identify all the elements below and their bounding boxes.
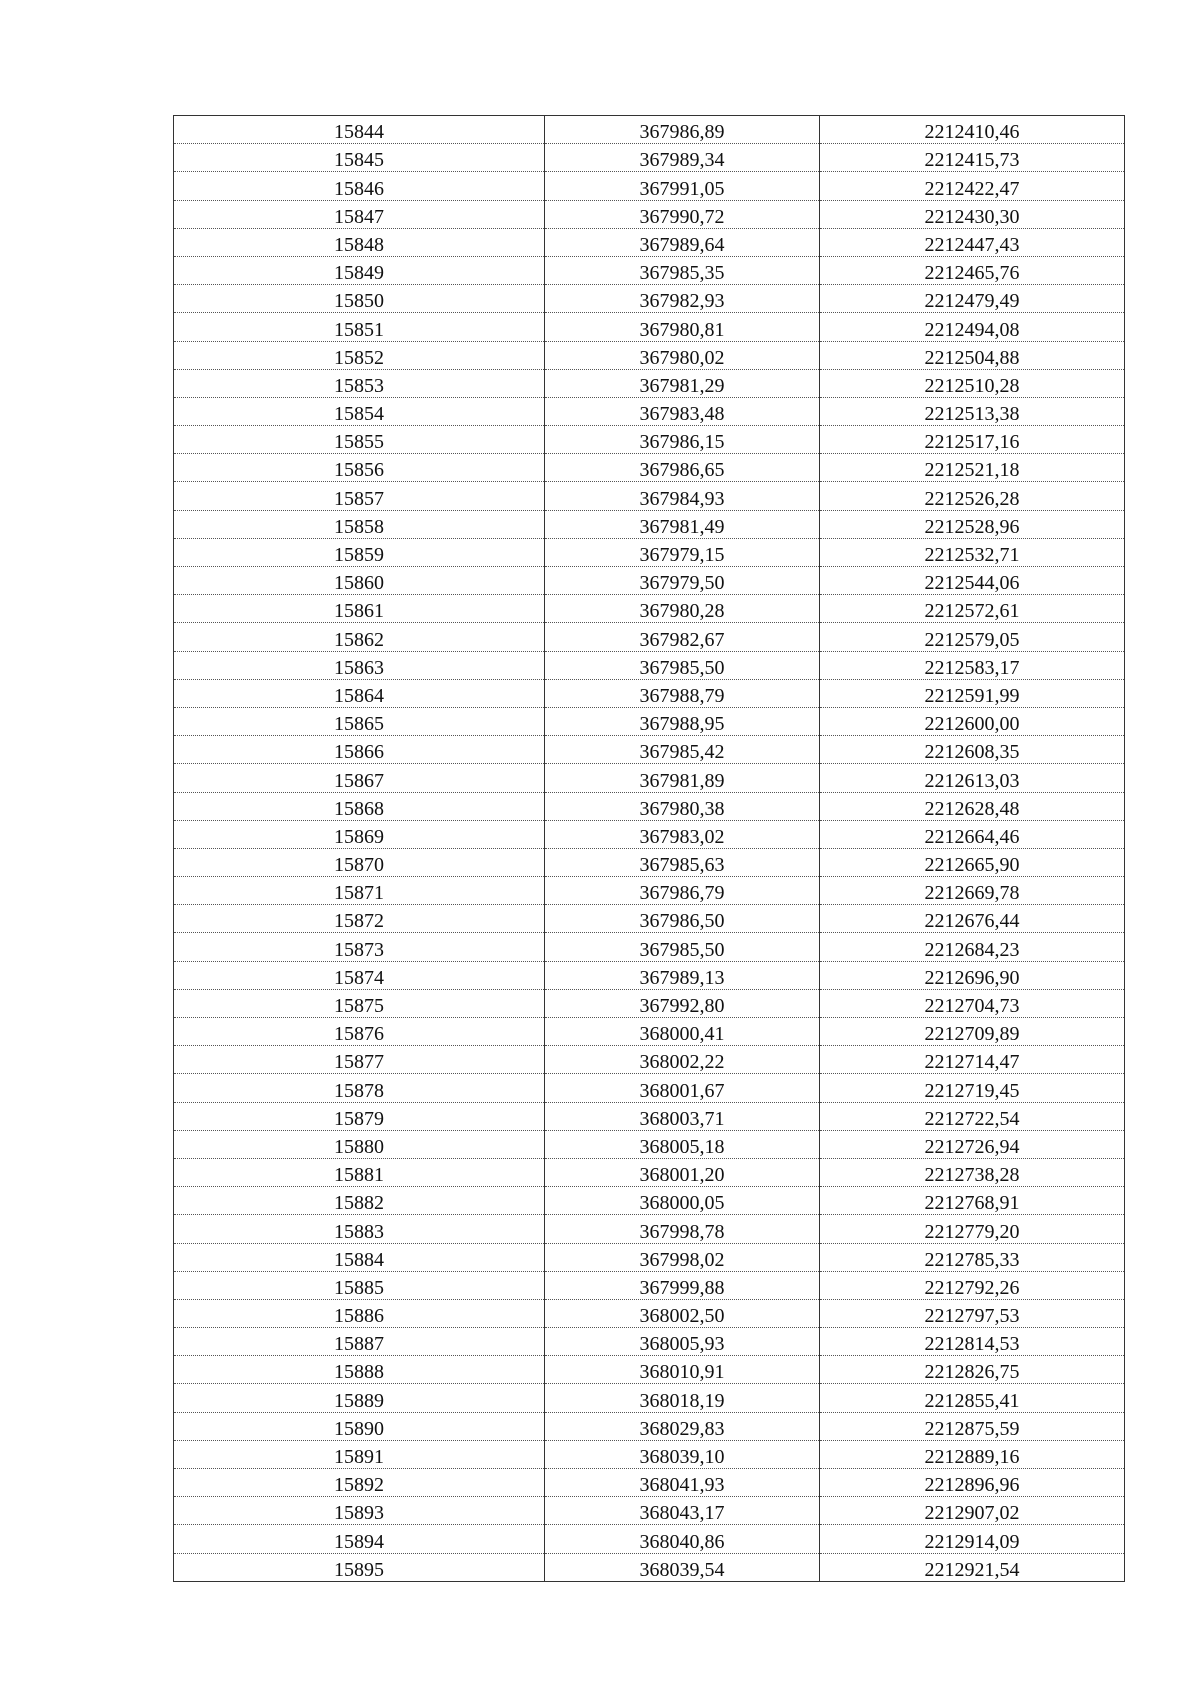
y-coordinate-cell: 2212415,73: [820, 144, 1125, 172]
x-coordinate-cell: 367985,50: [545, 933, 820, 961]
point-number-cell: 15872: [174, 905, 545, 933]
table-row: [174, 116, 1125, 144]
table-row: [174, 172, 1125, 200]
point-number-cell: 15876: [174, 1018, 545, 1046]
x-coordinate-cell: 367998,78: [545, 1215, 820, 1243]
y-coordinate-cell: 2212528,96: [820, 510, 1125, 538]
y-coordinate-cell: 2212704,73: [820, 989, 1125, 1017]
x-coordinate-cell: 367988,95: [545, 707, 820, 735]
point-number-cell: 15884: [174, 1243, 545, 1271]
point-number-cell: 15856: [174, 454, 545, 482]
table-row: [174, 228, 1125, 256]
table-row: [174, 482, 1125, 510]
x-coordinate-cell: 367980,02: [545, 341, 820, 369]
y-coordinate-cell: 2212696,90: [820, 961, 1125, 989]
table-row: [174, 1243, 1125, 1271]
y-coordinate-cell: 2212785,33: [820, 1243, 1125, 1271]
x-coordinate-cell: 367981,29: [545, 369, 820, 397]
table-row: [174, 1187, 1125, 1215]
x-coordinate-cell: 368041,93: [545, 1469, 820, 1497]
point-number-cell: 15861: [174, 595, 545, 623]
x-coordinate-cell: 368029,83: [545, 1412, 820, 1440]
table-row: [174, 623, 1125, 651]
point-number-cell: 15857: [174, 482, 545, 510]
point-number-cell: 15871: [174, 877, 545, 905]
y-coordinate-cell: 2212921,54: [820, 1553, 1125, 1581]
table-row: [174, 989, 1125, 1017]
x-coordinate-cell: 367990,72: [545, 200, 820, 228]
x-coordinate-cell: 368001,67: [545, 1074, 820, 1102]
x-coordinate-cell: 368002,22: [545, 1046, 820, 1074]
table-row: [174, 1102, 1125, 1130]
point-number-cell: 15879: [174, 1102, 545, 1130]
table-row: [174, 961, 1125, 989]
table-row: [174, 369, 1125, 397]
x-coordinate-cell: 367986,89: [545, 116, 820, 144]
point-number-cell: 15880: [174, 1130, 545, 1158]
x-coordinate-cell: 368040,86: [545, 1525, 820, 1553]
point-number-cell: 15894: [174, 1525, 545, 1553]
point-number-cell: 15885: [174, 1271, 545, 1299]
x-coordinate-cell: 367979,50: [545, 567, 820, 595]
x-coordinate-cell: 368002,50: [545, 1299, 820, 1327]
point-number-cell: 15866: [174, 736, 545, 764]
table-row: [174, 679, 1125, 707]
table-row: [174, 1384, 1125, 1412]
x-coordinate-cell: 368018,19: [545, 1384, 820, 1412]
point-number-cell: 15875: [174, 989, 545, 1017]
point-number-cell: 15850: [174, 285, 545, 313]
point-number-cell: 15883: [174, 1215, 545, 1243]
y-coordinate-cell: 2212768,91: [820, 1187, 1125, 1215]
x-coordinate-cell: 368005,18: [545, 1130, 820, 1158]
x-coordinate-cell: 368005,93: [545, 1328, 820, 1356]
table-row: [174, 651, 1125, 679]
point-number-cell: 15851: [174, 313, 545, 341]
point-number-cell: 15877: [174, 1046, 545, 1074]
point-number-cell: 15845: [174, 144, 545, 172]
point-number-cell: 15859: [174, 538, 545, 566]
point-number-cell: 15862: [174, 623, 545, 651]
point-number-cell: 15860: [174, 567, 545, 595]
point-number-cell: 15846: [174, 172, 545, 200]
y-coordinate-cell: 2212779,20: [820, 1215, 1125, 1243]
table-row: [174, 200, 1125, 228]
y-coordinate-cell: 2212907,02: [820, 1497, 1125, 1525]
table-row: [174, 538, 1125, 566]
y-coordinate-cell: 2212465,76: [820, 256, 1125, 284]
point-number-cell: 15869: [174, 820, 545, 848]
table-row: [174, 905, 1125, 933]
table-row: [174, 1497, 1125, 1525]
point-number-cell: 15868: [174, 792, 545, 820]
y-coordinate-cell: 2212914,09: [820, 1525, 1125, 1553]
table-row: [174, 285, 1125, 313]
x-coordinate-cell: 367980,38: [545, 792, 820, 820]
point-number-cell: 15855: [174, 426, 545, 454]
point-number-cell: 15849: [174, 256, 545, 284]
table-row: [174, 313, 1125, 341]
point-number-cell: 15891: [174, 1440, 545, 1468]
point-number-cell: 15858: [174, 510, 545, 538]
y-coordinate-cell: 2212726,94: [820, 1130, 1125, 1158]
y-coordinate-cell: 2212875,59: [820, 1412, 1125, 1440]
table-row: [174, 1553, 1125, 1581]
x-coordinate-cell: 367983,02: [545, 820, 820, 848]
table-row: [174, 1018, 1125, 1046]
point-number-cell: 15882: [174, 1187, 545, 1215]
x-coordinate-cell: 367979,15: [545, 538, 820, 566]
table-row: [174, 1440, 1125, 1468]
y-coordinate-cell: 2212826,75: [820, 1356, 1125, 1384]
table-row: [174, 1074, 1125, 1102]
x-coordinate-cell: 367982,67: [545, 623, 820, 651]
x-coordinate-cell: 367984,93: [545, 482, 820, 510]
y-coordinate-cell: 2212684,23: [820, 933, 1125, 961]
y-coordinate-cell: 2212889,16: [820, 1440, 1125, 1468]
table-row: [174, 792, 1125, 820]
y-coordinate-cell: 2212447,43: [820, 228, 1125, 256]
x-coordinate-cell: 367983,48: [545, 397, 820, 425]
y-coordinate-cell: 2212510,28: [820, 369, 1125, 397]
y-coordinate-cell: 2212709,89: [820, 1018, 1125, 1046]
x-coordinate-cell: 367980,81: [545, 313, 820, 341]
y-coordinate-cell: 2212714,47: [820, 1046, 1125, 1074]
table-row: [174, 397, 1125, 425]
x-coordinate-cell: 367981,49: [545, 510, 820, 538]
table-row: [174, 1356, 1125, 1384]
x-coordinate-cell: 367980,28: [545, 595, 820, 623]
x-coordinate-cell: 367991,05: [545, 172, 820, 200]
coordinates-table: [173, 115, 1125, 1582]
y-coordinate-cell: 2212669,78: [820, 877, 1125, 905]
x-coordinate-cell: 368000,41: [545, 1018, 820, 1046]
x-coordinate-cell: 367985,63: [545, 848, 820, 876]
table-row: [174, 707, 1125, 735]
table-row: [174, 736, 1125, 764]
point-number-cell: 15865: [174, 707, 545, 735]
x-coordinate-cell: 368010,91: [545, 1356, 820, 1384]
x-coordinate-cell: 367986,79: [545, 877, 820, 905]
table-row: [174, 1412, 1125, 1440]
y-coordinate-cell: 2212600,00: [820, 707, 1125, 735]
y-coordinate-cell: 2212591,99: [820, 679, 1125, 707]
point-number-cell: 15892: [174, 1469, 545, 1497]
x-coordinate-cell: 367989,64: [545, 228, 820, 256]
point-number-cell: 15853: [174, 369, 545, 397]
y-coordinate-cell: 2212544,06: [820, 567, 1125, 595]
point-number-cell: 15888: [174, 1356, 545, 1384]
y-coordinate-cell: 2212664,46: [820, 820, 1125, 848]
table-row: [174, 1271, 1125, 1299]
y-coordinate-cell: 2212855,41: [820, 1384, 1125, 1412]
point-number-cell: 15886: [174, 1299, 545, 1327]
point-number-cell: 15848: [174, 228, 545, 256]
table-row: [174, 1046, 1125, 1074]
point-number-cell: 15870: [174, 848, 545, 876]
point-number-cell: 15893: [174, 1497, 545, 1525]
point-number-cell: 15881: [174, 1158, 545, 1186]
y-coordinate-cell: 2212896,96: [820, 1469, 1125, 1497]
y-coordinate-cell: 2212628,48: [820, 792, 1125, 820]
table-row: [174, 341, 1125, 369]
point-number-cell: 15895: [174, 1553, 545, 1581]
x-coordinate-cell: 367985,35: [545, 256, 820, 284]
y-coordinate-cell: 2212583,17: [820, 651, 1125, 679]
table-row: [174, 256, 1125, 284]
point-number-cell: 15854: [174, 397, 545, 425]
y-coordinate-cell: 2212676,44: [820, 905, 1125, 933]
x-coordinate-cell: 367988,79: [545, 679, 820, 707]
table-row: [174, 933, 1125, 961]
x-coordinate-cell: 367989,13: [545, 961, 820, 989]
table-row: [174, 454, 1125, 482]
y-coordinate-cell: 2212797,53: [820, 1299, 1125, 1327]
x-coordinate-cell: 367985,50: [545, 651, 820, 679]
y-coordinate-cell: 2212479,49: [820, 285, 1125, 313]
x-coordinate-cell: 368043,17: [545, 1497, 820, 1525]
table-row: [174, 426, 1125, 454]
table-row: [174, 1299, 1125, 1327]
x-coordinate-cell: 367982,93: [545, 285, 820, 313]
y-coordinate-cell: 2212613,03: [820, 764, 1125, 792]
point-number-cell: 15852: [174, 341, 545, 369]
table-row: [174, 820, 1125, 848]
table-row: [174, 848, 1125, 876]
table-row: [174, 595, 1125, 623]
y-coordinate-cell: 2212814,53: [820, 1328, 1125, 1356]
x-coordinate-cell: 368039,54: [545, 1553, 820, 1581]
y-coordinate-cell: 2212738,28: [820, 1158, 1125, 1186]
x-coordinate-cell: 367986,50: [545, 905, 820, 933]
x-coordinate-cell: 367989,34: [545, 144, 820, 172]
x-coordinate-cell: 367985,42: [545, 736, 820, 764]
table-row: [174, 1130, 1125, 1158]
y-coordinate-cell: 2212410,46: [820, 116, 1125, 144]
point-number-cell: 15874: [174, 961, 545, 989]
table-row: [174, 877, 1125, 905]
table-row: [174, 1525, 1125, 1553]
coordinates-table-body: [174, 116, 1125, 1582]
x-coordinate-cell: 368039,10: [545, 1440, 820, 1468]
point-number-cell: 15864: [174, 679, 545, 707]
y-coordinate-cell: 2212521,18: [820, 454, 1125, 482]
table-row: [174, 144, 1125, 172]
y-coordinate-cell: 2212430,30: [820, 200, 1125, 228]
x-coordinate-cell: 367998,02: [545, 1243, 820, 1271]
point-number-cell: 15887: [174, 1328, 545, 1356]
y-coordinate-cell: 2212422,47: [820, 172, 1125, 200]
table-row: [174, 1328, 1125, 1356]
point-number-cell: 15863: [174, 651, 545, 679]
y-coordinate-cell: 2212579,05: [820, 623, 1125, 651]
x-coordinate-cell: 368003,71: [545, 1102, 820, 1130]
y-coordinate-cell: 2212722,54: [820, 1102, 1125, 1130]
table-row: [174, 567, 1125, 595]
y-coordinate-cell: 2212517,16: [820, 426, 1125, 454]
y-coordinate-cell: 2212608,35: [820, 736, 1125, 764]
x-coordinate-cell: 367981,89: [545, 764, 820, 792]
table-row: [174, 1215, 1125, 1243]
point-number-cell: 15867: [174, 764, 545, 792]
y-coordinate-cell: 2212513,38: [820, 397, 1125, 425]
point-number-cell: 15844: [174, 116, 545, 144]
y-coordinate-cell: 2212719,45: [820, 1074, 1125, 1102]
table-row: [174, 1158, 1125, 1186]
y-coordinate-cell: 2212572,61: [820, 595, 1125, 623]
table-row: [174, 510, 1125, 538]
point-number-cell: 15873: [174, 933, 545, 961]
x-coordinate-cell: 367986,15: [545, 426, 820, 454]
y-coordinate-cell: 2212532,71: [820, 538, 1125, 566]
x-coordinate-cell: 367992,80: [545, 989, 820, 1017]
x-coordinate-cell: 368000,05: [545, 1187, 820, 1215]
x-coordinate-cell: 368001,20: [545, 1158, 820, 1186]
x-coordinate-cell: 367986,65: [545, 454, 820, 482]
point-number-cell: 15890: [174, 1412, 545, 1440]
point-number-cell: 15878: [174, 1074, 545, 1102]
x-coordinate-cell: 367999,88: [545, 1271, 820, 1299]
y-coordinate-cell: 2212526,28: [820, 482, 1125, 510]
y-coordinate-cell: 2212792,26: [820, 1271, 1125, 1299]
y-coordinate-cell: 2212494,08: [820, 313, 1125, 341]
y-coordinate-cell: 2212504,88: [820, 341, 1125, 369]
table-row: [174, 1469, 1125, 1497]
table-row: [174, 764, 1125, 792]
point-number-cell: 15889: [174, 1384, 545, 1412]
y-coordinate-cell: 2212665,90: [820, 848, 1125, 876]
point-number-cell: 15847: [174, 200, 545, 228]
